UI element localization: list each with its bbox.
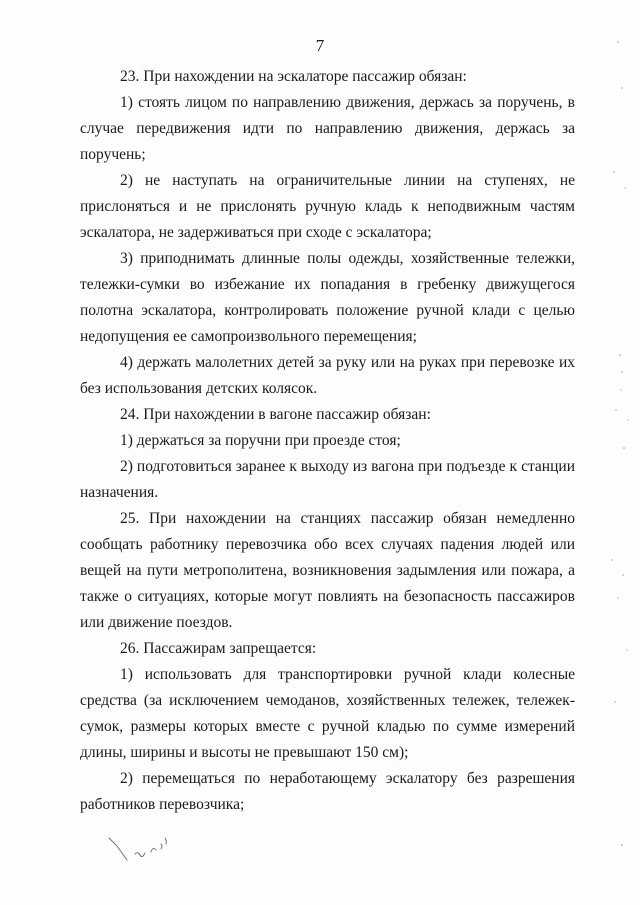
paragraph-23-item-1: 1) стоять лицом по направлению движения, держась за поручень, в случае передвижения идти по направлению движения, держась за поручень; bbox=[80, 94, 575, 163]
paragraph-26-item-2: 2) перемещаться по неработающему эскалатору без разрешения работников перевозчика; bbox=[80, 770, 575, 813]
paragraph-24-item-2: 2) подготовиться заранее к выходу из вагона при подъезде к станции назначения. bbox=[80, 458, 575, 501]
paragraph-24-heading: 24. При нахождении в вагоне пассажир обязан: bbox=[120, 406, 431, 423]
scan-edge-marks bbox=[600, 0, 634, 905]
paragraph-24-item-1: 1) держаться за поручни при проезде стоя; bbox=[120, 432, 401, 449]
document-body bbox=[80, 64, 575, 818]
paragraph-23-item-3: 3) приподнимать длинные полы одежды, хозяйственные тележки, тележки-сумки во избежание их попадания в гребенку движущегося полотна эскалатора, контролировать положение ручной клади с целью недопущения ее самопроизвольного перемещения; bbox=[80, 250, 575, 345]
page-number: 7 bbox=[315, 36, 325, 55]
paragraph-26-item-1: 1) использовать для транспортировки ручной клади колесные средства (за исключением чемоданов, хозяйственных тележек, тележек-сумок, размеры которых вместе с ручной кладью по сумме измерений длины, ширины и высоты не превышают 150 см); bbox=[80, 666, 575, 761]
paragraph-23-item-4: 4) держать малолетних детей за руку или на руках при перевозке их без использования детских колясок. bbox=[80, 354, 575, 397]
handwritten-signature bbox=[105, 830, 195, 880]
paragraph-23-item-2: 2) не наступать на ограничительные линии на ступенях, не прислоняться и не прислонять ручную кладь к неподвижным частям эскалатора, не задерживаться при сходе с эскалатора; bbox=[80, 172, 575, 241]
paragraph-25: 25. При нахождении на станциях пассажир обязан немедленно сообщать работнику перевозчика обо всех случаях падения людей или вещей на пути метрополитена, возникновения задымления или пожара, а также о ситуациях, которые могут повлиять на безопасность пассажиров или движение поездов. bbox=[80, 510, 575, 631]
paragraph-23-heading: 23. При нахождении на эскалаторе пассажир обязан: bbox=[120, 68, 467, 85]
paragraph-26-heading: 26. Пассажирам запрещается: bbox=[120, 640, 317, 657]
